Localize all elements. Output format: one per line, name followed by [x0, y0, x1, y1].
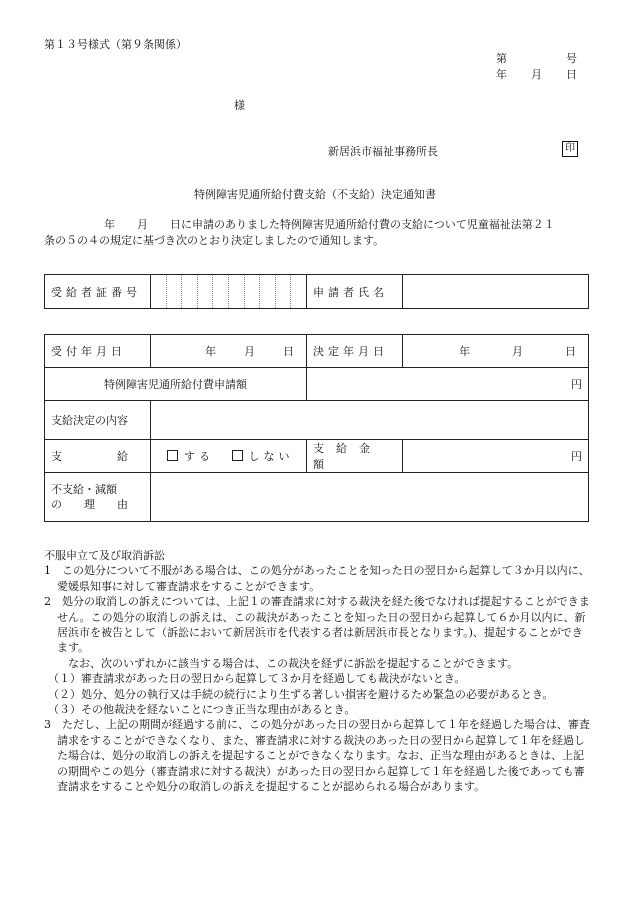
notes-heading: 不服申立て及び取消訴訟	[44, 549, 165, 562]
note-sub-item-2: （２）処分、処分の執行又は手続の続行により生ずる著しい損害を避けるため緊急の必要があるとき。	[48, 687, 554, 701]
addressee-suffix: 様	[234, 99, 245, 112]
note-sub-item-1: （１）審査請求があった日の翌日から起算して３か月を経過しても裁決がないとき。	[48, 672, 466, 686]
note-sub-item-3: （３）その他裁決を経ないことにつき正当な理由があるとき。	[48, 703, 356, 717]
payment-amount-field[interactable]	[403, 440, 589, 473]
date-day: 日	[566, 68, 577, 81]
receipt-date-label: 受付年月日	[45, 335, 151, 368]
date-year: 年	[496, 68, 507, 81]
note-item-1: 1 この処分について不服がある場合は、この処分があったことを知った日の翌日から起算して３か月以内に、愛媛県知事に対して審査請求をすることができます。	[44, 564, 590, 593]
receipt-date-day: 日	[283, 345, 294, 358]
payment-options	[151, 440, 307, 473]
issuer-name: 新居浜市福祉事務所長	[328, 145, 438, 158]
receipt-date-month: 月	[244, 345, 255, 358]
checkbox-no[interactable]	[232, 450, 243, 461]
requested-amount-yen: 円	[571, 378, 582, 391]
appeal-notes	[44, 548, 592, 795]
applicant-name-field[interactable]	[403, 275, 589, 309]
receipt-date-year: 年	[205, 345, 216, 358]
decision-date-month: 月	[512, 345, 523, 358]
payment-amount-label: 支給金額	[307, 440, 403, 473]
decision-content-label: 支給決定の内容	[45, 401, 151, 440]
note-item-3: 3 ただし、上記の期間が経過する前に、この処分があった日の翌日から起算して１年を経過した場合は、審査請求をすることができなくなり、また、審査請求に対する裁決のあった日の翌日から起算して１年を経過した場合は、処分の取消しの訴えを提起することができなくなります。なお、正当な理由があるときは、上記の期間やこの処分（審査請求に対する裁決）があった日の翌日から起算して１年を経過した後であっても審査請求をすることや処分の取消しの訴えを提起することが認められる場合があります。	[44, 718, 590, 794]
checkbox-yes[interactable]	[167, 450, 178, 461]
recipient-number-field[interactable]	[151, 275, 307, 309]
document-number-suffix: 号	[566, 52, 577, 65]
nonpayment-reason-label: 不支給・減額 の 理 由	[45, 473, 151, 522]
payment-amount-yen: 円	[571, 450, 582, 463]
decision-date-label: 決定年月日	[307, 335, 403, 368]
decision-table	[44, 334, 589, 522]
decision-date-field[interactable]	[403, 335, 589, 368]
recipient-table	[44, 274, 589, 309]
note-item-2: 2 処分の取消しの訴えについては、上記１の審査請求に対する裁決を経た後でなければ提起することができません。この処分の取消しの訴えは、この裁決があったことを知った日の翌日から起算して６か月以内に、新居浜市を被告として（訴訟において新居浜市を代表する者は新居浜市長となります。)、提起することができます。	[44, 595, 590, 655]
nonpayment-reason-field[interactable]	[151, 473, 589, 522]
requested-amount-field[interactable]	[307, 368, 589, 401]
document-title: 特例障害児通所給付費支給（不支給）決定通知書	[194, 188, 436, 201]
document-number-prefix: 第	[496, 52, 507, 65]
intro-line-2: 条の５の４の規定に基づき次のとおり決定しましたので通知します。	[44, 234, 385, 247]
decision-date-day: 日	[565, 345, 576, 358]
option-yes-label: する	[184, 450, 214, 463]
option-no-label: しない	[248, 450, 294, 463]
date-month: 月	[531, 68, 542, 81]
recipient-number-label: 受給者証番号	[45, 275, 151, 309]
requested-amount-label: 特例障害児通所給付費申請額	[45, 368, 307, 401]
applicant-name-label: 申請者氏名	[307, 275, 403, 309]
receipt-date-field[interactable]	[151, 335, 307, 368]
payment-label: 支 給	[45, 440, 151, 473]
option-yes[interactable]	[167, 450, 214, 463]
form-number: 第１３号様式（第９条関係）	[44, 38, 187, 51]
note-sub-intro: なお、次のいずれかに該当する場合は、この裁決を経ずに訴訟を提起することができます。	[68, 656, 519, 670]
official-seal: 印	[562, 141, 578, 157]
intro-line-1: 年 月 日に申請のありました特例障害児通所給付費の支給について児童福祉法第２１	[104, 218, 555, 231]
decision-date-year: 年	[459, 345, 470, 358]
option-no[interactable]	[232, 450, 294, 463]
decision-content-field[interactable]	[151, 401, 589, 440]
